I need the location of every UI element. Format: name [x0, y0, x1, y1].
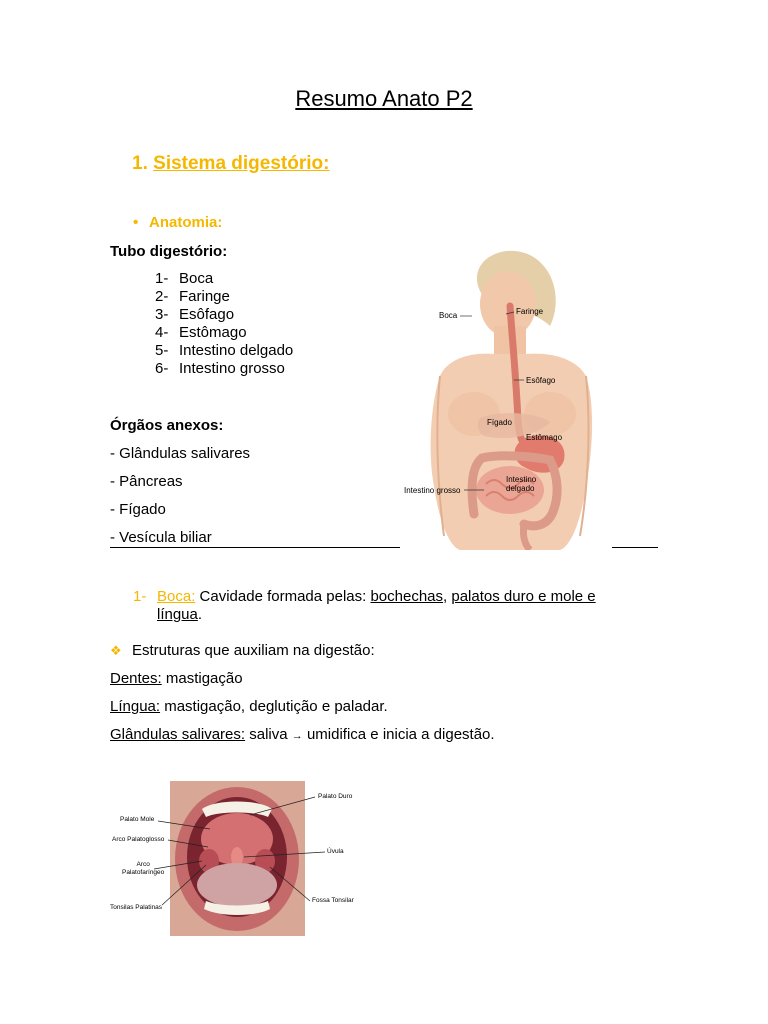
- list-item: 2- Faringe: [155, 288, 230, 305]
- boca-number: 1-: [133, 588, 147, 605]
- section-number: 1.: [132, 153, 148, 174]
- fig1-label-figado: Fígado: [487, 418, 512, 427]
- diamond-bullet-icon: ❖: [110, 643, 122, 658]
- section-heading: [132, 153, 329, 175]
- fig1-label-intestino-delgado: Intestino delgado: [506, 475, 537, 493]
- digestive-system-figure: [400, 246, 612, 550]
- fig2-label-uvula: Úvula: [327, 848, 344, 855]
- boca-paragraph-line2: língua.: [157, 606, 203, 623]
- digestive-illustration: [400, 246, 612, 550]
- fig2-label-palato-mole: Palato Mole: [120, 816, 155, 823]
- fig1-label-boca: Boca: [439, 311, 458, 320]
- orgao-item: - Pâncreas: [110, 473, 183, 490]
- orgao-item: - Glândulas salivares: [110, 445, 251, 462]
- tubo-list: [155, 270, 293, 378]
- oral-cavity-figure: [110, 781, 360, 936]
- anatomia-label: Anatomia:: [149, 214, 223, 231]
- fig1-label-intestino-grosso: Intestino grosso: [404, 486, 461, 495]
- list-item: 6- Intestino grosso: [155, 360, 285, 377]
- arrow-right-icon: →: [291, 730, 303, 742]
- estruturas-heading: Estruturas que auxiliam na digestão:: [132, 642, 375, 659]
- boca-paragraph: 1- Boca: Cavidade formada pelas: bochechas, palatos duro e mole e: [133, 588, 596, 605]
- fig2-label-arco-palatofaringeo: Arco Palatofaríngeo: [122, 861, 165, 876]
- underline-rule: [612, 547, 658, 548]
- orgao-item: - Fígado: [110, 501, 166, 518]
- link-lingua: língua: [157, 606, 198, 623]
- underline-rule: [110, 547, 402, 548]
- fig1-label-esofago: Esôfago: [526, 376, 556, 385]
- estruturas-heading-row: [110, 642, 375, 659]
- fig2-label-fossa: Fossa Tonsilar: [312, 897, 354, 904]
- dentes-row: Dentes: mastigação: [110, 670, 243, 687]
- fig1-label-estomago: Estômago: [526, 433, 563, 442]
- list-item: 5- Intestino delgado: [155, 342, 294, 359]
- glandulas-row: Glândulas salivares: saliva → umidifica e inicia a digestão.: [110, 726, 495, 743]
- orgaos-heading: Órgãos anexos:: [110, 417, 224, 434]
- fig2-label-arco-palatoglosso: Arco Palatoglosso: [112, 836, 165, 843]
- bullet-dot-icon: •: [133, 214, 139, 231]
- oral-cavity-illustration: [110, 781, 360, 936]
- list-item: 3- Esôfago: [155, 306, 235, 323]
- boca-text: Cavidade formada pelas:: [199, 588, 367, 605]
- boca-label: Boca:: [157, 588, 196, 605]
- list-item: 1- Boca: [155, 270, 214, 287]
- lingua-row: Língua: mastigação, deglutição e paladar.: [110, 698, 388, 715]
- link-palatos: palatos duro e mole e: [451, 588, 596, 605]
- fig2-label-tonsilas: Tonsilas Palatinas: [110, 904, 163, 911]
- orgao-item: - Vesícula biliar: [110, 529, 212, 546]
- tubo-heading: Tubo digestório:: [110, 243, 228, 260]
- list-item: 4- Estômago: [155, 324, 247, 341]
- anatomia-bullet: [133, 214, 222, 231]
- document-title: Resumo Anato P2: [295, 86, 473, 111]
- section-title: Sistema digestório:: [153, 153, 330, 174]
- fig1-label-faringe: Faringe: [516, 307, 544, 316]
- fig2-label-palato-duro: Palato Duro: [318, 793, 353, 800]
- link-bochechas: bochechas: [370, 588, 444, 605]
